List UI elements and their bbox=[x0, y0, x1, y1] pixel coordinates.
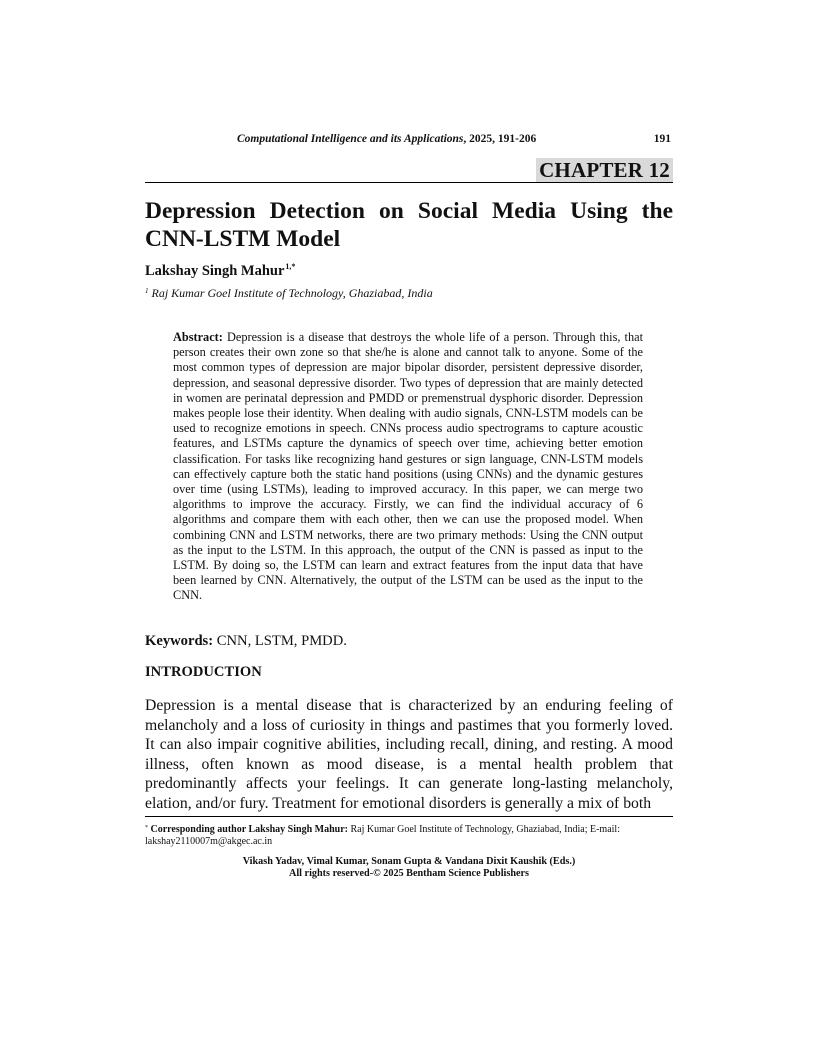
article-title: Depression Detection on Social Media Using the CNN-LSTM Model bbox=[145, 198, 673, 252]
introduction-text: Depression is a mental disease that is characterized by an enduring feeling of melancholy and a loss of curiosity in things and pastimes that you formerly loved. It can also impair cognitive abilities, including recall, dining, and resting. A mood illness, often known as mood disease, is a mental health problem that predominantly affects your feelings. It can generate long-lasting melancholy, elation, and/or fury. Treatment for emotional disorders is generally a mix of both bbox=[145, 697, 673, 812]
journal-title: Computational Intelligence and its Applications bbox=[237, 133, 464, 145]
page-number: 191 bbox=[653, 133, 671, 145]
abstract-text: Depression is a disease that destroys the whole life of a person. Through this, that person creates their own zone so that she/he is alone and cannot talk to anyone. Some of the most common types of depression are major bipolar disorder, persistent depressive disorder, depression, and seasonal depressive disorder. Two types of depression that are mainly detected in women are perinatal depression and PMDD or premenstrual dysphoric disorder. Depression makes people lose their identity. When dealing with audio signals, CNN-LSTM models can be used to recognize emotions in speech. CNNs process audio spectrograms to capture acoustic features, and LSTMs capture the dynamics of speech over time, achieving better emotion classification. For tasks like recognizing hand gestures or sign language, CNN-LSTM models can effectively capture both the static hand positions (using CNNs) and the dynamic gestures over time (using LSTMs), leading to improved accuracy. In this paper, we can merge two algorithms to improve the accuracy. Firstly, we can find the individual accuracy of 6 algorithms and compare them with each other, then we can use the proposed model. When combining CNN and LSTM networks, there are two primary methods: Using the CNN output as the input to the LSTM. In this approach, the output of the CNN is passed as input to the LSTM. By doing so, the LSTM can learn and extract features from the input data that have been learned by CNN. Alternatively, the output of the LSTM can be used as the input to the CNN. bbox=[173, 330, 643, 603]
introduction-heading: INTRODUCTION bbox=[145, 664, 262, 680]
rights-line: All rights reserved-© 2025 Bentham Science Publishers bbox=[288, 868, 530, 879]
footnote-label: Corresponding author Lakshay Singh Mahur: bbox=[150, 824, 348, 835]
keywords-label: Keywords: bbox=[145, 633, 214, 649]
abstract bbox=[173, 330, 643, 604]
keywords-text: CNN, LSTM, PMDD. bbox=[216, 633, 347, 649]
journal-citation bbox=[237, 133, 536, 145]
footnote-mark: * bbox=[145, 825, 148, 831]
abstract-label: Abstract: bbox=[173, 330, 223, 344]
footnote-divider bbox=[145, 816, 673, 817]
footnote bbox=[145, 822, 673, 848]
footnote-text: Raj Kumar Goel Institute of Technology, Ghaziabad, India; E-mail: lakshay2110007m@akgec.ac.in bbox=[145, 824, 620, 847]
author-line bbox=[145, 262, 295, 280]
author-name: Lakshay Singh Mahur bbox=[145, 263, 285, 279]
author-marks: 1,* bbox=[285, 262, 296, 271]
affiliation-line bbox=[145, 286, 433, 301]
journal-suffix: , 2025, 191-206 bbox=[463, 133, 537, 145]
editors-line: Vikash Yadav, Vimal Kumar, Sonam Gupta & Vandana Dixit Kaushik (Eds.) bbox=[242, 856, 576, 867]
affiliation-text: Raj Kumar Goel Institute of Technology, Ghaziabad, India bbox=[151, 286, 433, 300]
affiliation-mark: 1 bbox=[145, 287, 149, 295]
chapter-label: CHAPTER 12 bbox=[536, 158, 673, 183]
keywords bbox=[145, 633, 347, 650]
publisher-info bbox=[145, 856, 673, 880]
running-header bbox=[145, 133, 673, 149]
header-divider bbox=[145, 182, 673, 183]
